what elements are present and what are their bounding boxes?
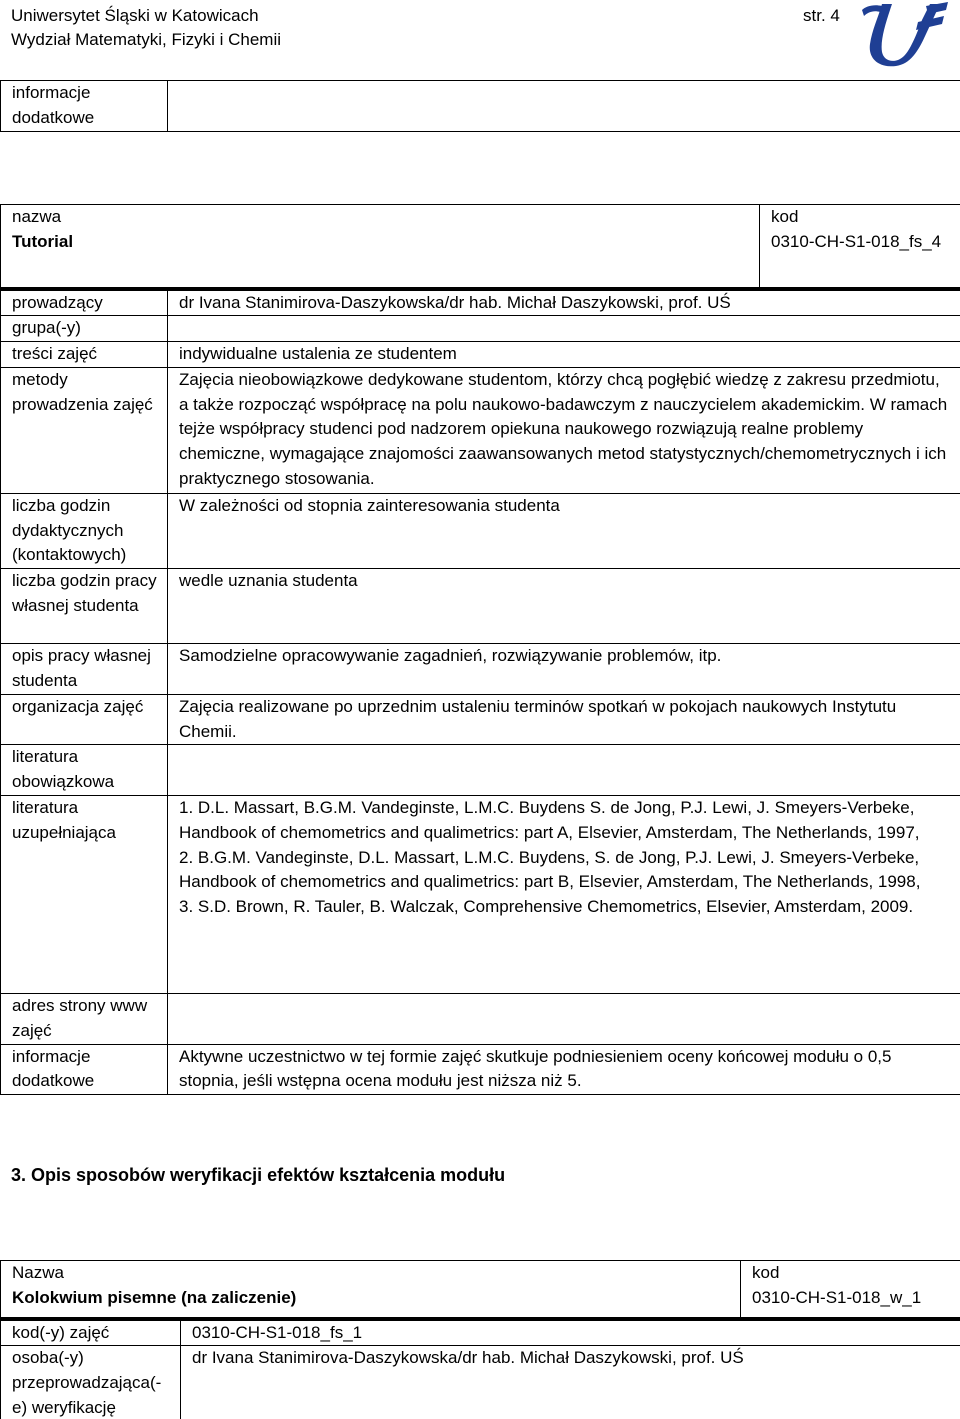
tutorial-name-cell bbox=[1, 205, 760, 289]
verification-code-cell bbox=[741, 1261, 960, 1319]
row-value: Samodzielne opracowywanie zagadnień, rozwiązywanie problemów, itp. bbox=[168, 644, 960, 695]
document-header bbox=[11, 4, 281, 52]
row-label: grupa(-y) bbox=[1, 316, 168, 342]
row-label: osoba(-y) przeprowadzająca(-e) weryfikację bbox=[1, 1346, 181, 1419]
row-label: literatura uzupełniająca bbox=[1, 796, 168, 994]
row-value: dr Ivana Stanimirova-Daszykowska/dr hab. Michał Daszykowski, prof. UŚ bbox=[168, 289, 960, 316]
row-label: informacje dodatkowe bbox=[1, 1044, 168, 1095]
row-label: metody prowadzenia zajęć bbox=[1, 367, 168, 493]
row-label: liczba godzin dydaktycznych (kontaktowych) bbox=[1, 493, 168, 568]
university-logo-icon bbox=[852, 0, 950, 68]
verification-table bbox=[0, 1260, 960, 1419]
row-label: kod(-y) zajęć bbox=[1, 1319, 181, 1346]
university-name: Uniwersytet Śląski w Katowicach bbox=[11, 6, 259, 25]
row-value: Zajęcia nieobowiązkowe dedykowane studentom, którzy chcą pogłębić wiedzę z zakresu przedmiotu, a także rozpocząć współpracę na polu naukowo-badawczym z nauczycielem akademickim. W ramach tejże współpracy studenci pod nadzorem opiekuna naukowego rozwiązują realne problemy chemiczne, wymagające znajomości zaawansowanych metod statystycznych/chemometrycznych i ich praktycznego stosowania. bbox=[168, 367, 960, 493]
faculty-name: Wydział Matematyki, Fizyki i Chemii bbox=[11, 30, 281, 49]
row-label: organizacja zajęć bbox=[1, 694, 168, 745]
row-value: 1. D.L. Massart, B.G.M. Vandeginste, L.M.C. Buydens S. de Jong, P.J. Lewi, J. Smeyers-Verbeke, Handbook of chemometrics and qualimetrics: part A, Elsevier, Amsterdam, The Netherlands, 1997, 2. B.G.M. Vandeginste, D.L. Massart, L.M.C. Buydens, S. de Jong, P.J. Lewi, J. Smeyers-Verbeke, Handbook of chemometrics and qualimetrics: part B, Elsevier, Amsterdam, The Netherlands, 1998, 3. S.D. Brown, R. Tauler, B. Walczak, Comprehensive Chemometrics, Elsevier, Amsterdam, 2009. bbox=[168, 796, 960, 994]
row-value: indywidualne ustalenia ze studentem bbox=[168, 342, 960, 368]
module-name: Tutorial bbox=[12, 231, 74, 251]
code-label: kod bbox=[771, 207, 799, 226]
row-value: Zajęcia realizowane po uprzednim ustaleniu terminów spotkań w pokojach naukowych Instytutu Chemii. bbox=[168, 694, 960, 745]
section-title: 3. Opis sposobów weryfikacji efektów kształcenia modułu bbox=[11, 1165, 506, 1185]
additional-info-value bbox=[168, 81, 960, 132]
row-value bbox=[168, 994, 960, 1045]
verification-code: 0310-CH-S1-018_w_1 bbox=[752, 1287, 922, 1307]
row-label: treści zajęć bbox=[1, 342, 168, 368]
code-label: kod bbox=[752, 1263, 780, 1282]
row-value bbox=[168, 316, 960, 342]
name-label: nazwa bbox=[12, 207, 62, 226]
verification-name-cell bbox=[1, 1261, 741, 1319]
row-label: liczba godzin pracy własnej studenta bbox=[1, 569, 168, 644]
additional-info-table bbox=[0, 80, 960, 132]
row-label: adres strony www zajęć bbox=[1, 994, 168, 1045]
row-label: prowadzący bbox=[1, 289, 168, 316]
row-value bbox=[168, 745, 960, 796]
page-number: str. 4 bbox=[803, 6, 840, 25]
row-label: opis pracy własnej studenta bbox=[1, 644, 168, 695]
name-label: Nazwa bbox=[12, 1263, 64, 1282]
verification-name: Kolokwium pisemne (na zaliczenie) bbox=[12, 1287, 297, 1307]
tutorial-code-cell bbox=[760, 205, 960, 289]
row-label: literatura obowiązkowa bbox=[1, 745, 168, 796]
row-value: W zależności od stopnia zainteresowania studenta bbox=[168, 493, 960, 568]
row-value: 0310-CH-S1-018_fs_1 bbox=[181, 1319, 960, 1346]
row-value: Aktywne uczestnictwo w tej formie zajęć skutkuje podniesieniem oceny końcowej modułu o 0,5 stopnia, jeśli wstępna ocena modułu jest niższa niż 5. bbox=[168, 1044, 960, 1095]
row-value: dr Ivana Stanimirova-Daszykowska/dr hab. Michał Daszykowski, prof. UŚ bbox=[181, 1346, 960, 1419]
additional-info-label: informacje dodatkowe bbox=[1, 81, 168, 132]
row-value: wedle uznania studenta bbox=[168, 569, 960, 644]
tutorial-table bbox=[0, 204, 960, 1095]
module-code: 0310-CH-S1-018_fs_4 bbox=[771, 231, 942, 251]
